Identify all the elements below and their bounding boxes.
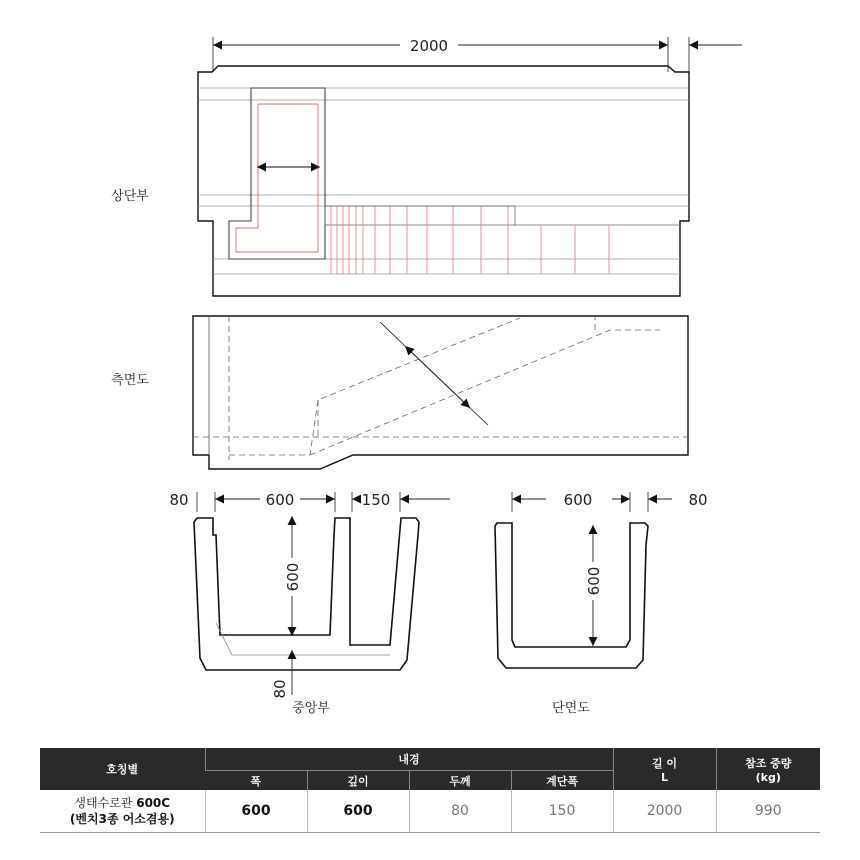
header-weight bbox=[716, 748, 820, 790]
header-depth: 깊이 bbox=[307, 771, 409, 791]
cell-width: 600 bbox=[205, 790, 307, 833]
cell-step: 150 bbox=[511, 790, 613, 833]
header-weight-unit: (kg) bbox=[755, 770, 781, 784]
cell-weight: 990 bbox=[716, 790, 820, 833]
header-inner: 내경 bbox=[205, 748, 613, 771]
cell-thickness: 80 bbox=[409, 790, 511, 833]
middle-thickness-dimension: 80 bbox=[169, 491, 189, 509]
top-length-dimension: 2000 bbox=[409, 37, 449, 55]
middle-bottom-dimension: 80 bbox=[271, 679, 289, 699]
header-weight-label: 참조 중량 bbox=[745, 756, 792, 770]
section-view-label: 단면도 bbox=[552, 701, 590, 716]
top-view bbox=[111, 37, 742, 296]
section-depth-dimension: 600 bbox=[585, 566, 603, 596]
table-header-row bbox=[40, 748, 820, 771]
middle-step-dimension: 150 bbox=[361, 491, 391, 509]
product-code: 600C bbox=[136, 796, 171, 810]
header-thickness: 두께 bbox=[409, 771, 511, 791]
product-name-prefix: 생태수로관 bbox=[74, 796, 133, 810]
header-width: 폭 bbox=[205, 771, 307, 791]
header-length-unit: L bbox=[661, 770, 669, 784]
header-length bbox=[613, 748, 716, 790]
top-view-label: 상단부 bbox=[111, 189, 149, 204]
cell-depth: 600 bbox=[307, 790, 409, 833]
cell-product-name bbox=[40, 790, 205, 833]
header-length-label: 길 이 bbox=[651, 756, 678, 770]
product-subname: (벤치3종 어소겸용) bbox=[69, 812, 175, 826]
middle-depth-dimension: 600 bbox=[284, 562, 302, 592]
middle-view-label: 중앙부 bbox=[292, 701, 330, 716]
table-row bbox=[40, 790, 820, 833]
section-width-dimension: 600 bbox=[563, 491, 593, 509]
middle-section-view bbox=[169, 491, 450, 716]
side-view-label: 측면도 bbox=[111, 373, 149, 388]
cell-length: 2000 bbox=[613, 790, 716, 833]
header-name: 호칭별 bbox=[40, 748, 205, 790]
middle-width-dimension: 600 bbox=[265, 491, 295, 509]
spec-table bbox=[40, 748, 820, 833]
side-view bbox=[111, 316, 688, 469]
header-step: 계단폭 bbox=[511, 771, 613, 791]
section-thickness-dimension: 80 bbox=[688, 491, 708, 509]
cross-section-view bbox=[495, 491, 708, 716]
